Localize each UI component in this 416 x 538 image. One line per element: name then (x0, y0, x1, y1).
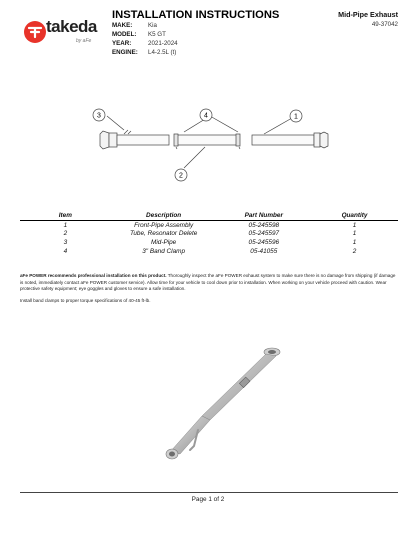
table-row (20, 247, 398, 256)
spec-engine (112, 49, 176, 56)
cell-part-number: 05-245597 (248, 230, 280, 238)
page-number: Page 1 of 2 (191, 496, 225, 503)
svg-text:2: 2 (179, 172, 183, 180)
product-photo (150, 342, 290, 470)
spec-model (112, 31, 166, 38)
part-1-rear-pipe (252, 132, 328, 148)
cell-part-number: 05-245598 (248, 221, 280, 229)
footer-divider (20, 492, 398, 493)
parts-table (20, 212, 398, 256)
table-row (20, 221, 398, 230)
cell-quantity: 1 (352, 238, 357, 246)
spec-make (112, 22, 157, 29)
column-header-description: Description (111, 212, 217, 221)
callout-4 (200, 109, 212, 121)
part-3-front-pipe (100, 130, 169, 149)
cell-quantity: 1 (352, 230, 357, 238)
spec-value: Kia (148, 22, 157, 29)
column-header-part-number: Part Number (217, 212, 312, 221)
svg-text:3: 3 (97, 112, 101, 120)
notice-text: Thoroughly inspect the aFe POWER exhaust system to make sure there is no damage from shipping (if damage is noted, immediately contact aFe POWER customer service). Allow time for your vehicle to cool down prior to installation. When working on your vehicle proceed with caution. Wear protective safety equipment; eye goggles and gloves to ensure a safe installation. (20, 273, 396, 292)
page-title: INSTALLATION INSTRUCTIONS (112, 9, 280, 21)
torque-note: Install band clamps to proper torque specifications of 40-45 ft-lb. (20, 298, 151, 303)
exploded-diagram (80, 104, 360, 186)
svg-text:4: 4 (204, 112, 208, 120)
spec-label: MAKE: (112, 22, 133, 29)
cell-part-number: 05-41055 (250, 247, 278, 255)
table-header-row (20, 212, 398, 221)
logo-text: takeda (46, 17, 97, 36)
callout-2 (175, 169, 187, 181)
spec-year (112, 40, 178, 47)
callout-3 (93, 109, 105, 121)
product-title: Mid-Pipe Exhaust (338, 10, 398, 19)
cell-item: 4 (63, 247, 68, 255)
cell-part-number: 05-245596 (248, 238, 280, 246)
installation-notice (20, 273, 396, 293)
table-row (20, 230, 398, 239)
product-part-number: 49-37042 (371, 21, 398, 28)
table-row (20, 238, 398, 247)
cell-description: Front-Pipe Assembly (134, 221, 194, 229)
logo-subtext: by aFe (76, 38, 92, 44)
cell-quantity: 2 (352, 247, 357, 255)
column-header-item: Item (20, 212, 111, 221)
spec-value: L4-2.5L (t) (148, 49, 177, 56)
spec-label: MODEL: (112, 31, 137, 38)
notice-bold: aFe POWER recommends professional installation on this product. (20, 273, 167, 278)
cell-description: 3" Band Clamp (142, 247, 186, 255)
svg-text:1: 1 (294, 113, 298, 121)
cell-item: 1 (63, 221, 68, 229)
cell-item: 2 (63, 230, 68, 238)
cell-quantity: 1 (352, 221, 357, 229)
callout-1 (290, 110, 302, 122)
cell-description: Tube, Resonator Delete (129, 230, 198, 238)
part-4-clamp-tube (174, 134, 240, 149)
spec-value: 2021-2024 (148, 40, 178, 47)
spec-label: ENGINE: (112, 49, 138, 56)
cell-item: 3 (63, 238, 68, 246)
spec-value: K5 GT (148, 31, 166, 38)
spec-label: YEAR: (112, 40, 132, 47)
column-header-quantity: Quantity (311, 212, 398, 221)
cell-description: Mid-Pipe (151, 238, 177, 246)
